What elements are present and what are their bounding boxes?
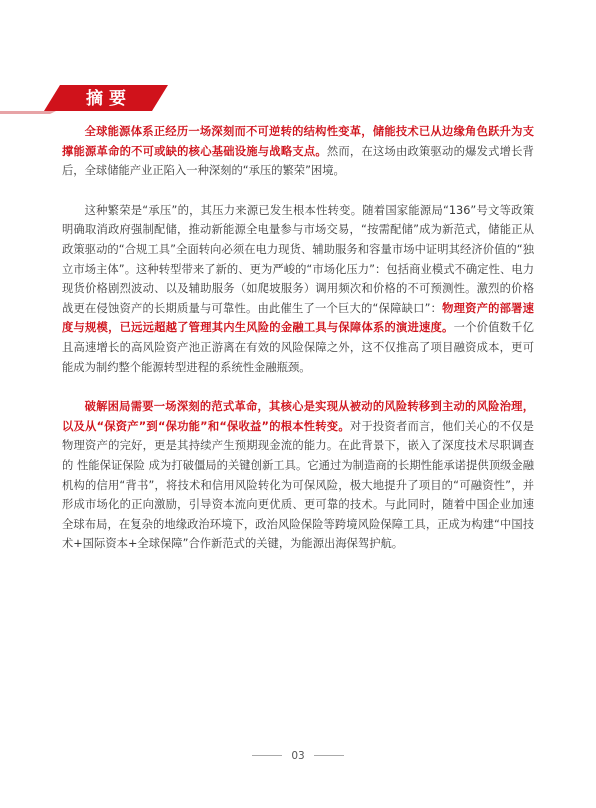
footer-rule-right [314, 755, 344, 756]
section-header-banner [0, 84, 168, 114]
page-number: 03 [291, 750, 305, 762]
paragraph-3 [62, 397, 534, 554]
highlighted-text: 破解困局需要一场深刻的范式革命，其核心是实现从被动的风险转移到主动的风险治理，以及从“保资产”到“保功能”和“保收益”的根本性转变。 [62, 400, 534, 433]
footer-rule-left [252, 755, 282, 756]
highlighted-text: 物理资产的部署速度与规模，已远远超越了管理其内生风险的金融工具与保障体系的演进速度。 [62, 301, 534, 335]
paragraph-2 [62, 201, 534, 377]
body-text: 这种繁荣是“承压”的，其压力来源已发生根本性转变。随着国家能源局“136”号文等政策明确取消政府强制配储，推动新能源全电量参与市场交易，“按需配储”成为新范式，储能正从政策驱动的“合规工具”全面转向必须在电力现货、辅助服务和容量市场中证明其经济价值的“独立市场主体”。这种转型带来了新的、更为严峻的“市场化压力”：包括商业模式不确定性、电力现货价格剧烈波动、以及辅助服务（如爬坡服务）调用频次和价格的不可预测性。激烈的价格战更在侵蚀资产的长期质量与可靠性。由此催生了一个巨大的“保障缺口”： [62, 203, 534, 315]
body-text: 对于投资者而言，他们关心的不仅是物理资产的完好，更是其持续产生预期现金流的能力。在此背景下，嵌入了深度技术尽职调查的 性能保证保险 成为打破僵局的关键创新工具。它通过为制造商的长期性能承诺提供顶级金融机构的信用“背书”，将技术和信用风险转化为可保风险，极大地提升了项目的“可融资性”，并形成市场化的正向激励，引导资本流向更优质、更可靠的技术。与此同时，随着中国企业加速全球布局，在复杂的地缘政治环境下，政治风险保险等跨境风险保障工具，正成为构建“中国技术+国际资本+全球保障”合作新范式的关键，为能源出海保驾护航。 [62, 419, 534, 551]
header-banner-shape [0, 84, 168, 114]
abstract-body [62, 122, 534, 574]
paragraph-1 [62, 122, 534, 181]
body-text: 一个价值数千亿且高速增长的高风险资产池正游离在有效的风险保障之外，这不仅推高了项目融资成本，更可能成为制约整个能源转型进程的系统性金融瓶颈。 [62, 321, 534, 374]
section-title: 摘要 [86, 89, 132, 109]
highlighted-text: 全球能源体系正经历一场深刻而不可逆转的结构性变革，储能技术已从边缘角色跃升为支撑能源革命的不可或缺的核心基础设施与战略支点。 [62, 125, 534, 158]
body-text: 然而，在这场由政策驱动的爆发式增长背后，全球储能产业正陷入一种深刻的“承压的繁荣”困境。 [62, 144, 534, 178]
page-footer [0, 748, 596, 764]
